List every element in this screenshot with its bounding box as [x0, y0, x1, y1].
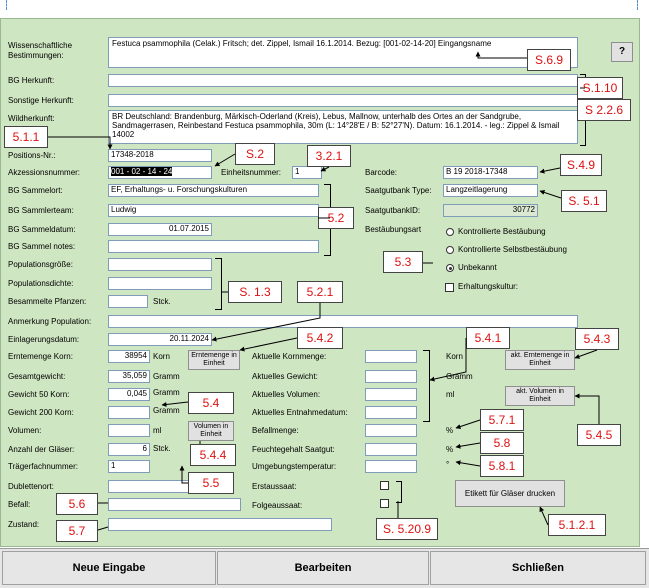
radio-label-kontrollierte: Kontrollierte Bestäubung	[458, 227, 546, 236]
callout-541: 5.4.1	[466, 327, 510, 349]
label-feuchtegehalt: Feuchtegehalt Saatgut:	[252, 445, 335, 454]
saatgutbank-id-field: 30772	[443, 204, 538, 217]
akt-volumen-einheit-button[interactable]: akt. Volumen in Einheit	[505, 386, 575, 406]
label-pct-2: %	[446, 445, 454, 454]
label-gesamtgewicht: Gesamtgewicht:	[8, 372, 66, 381]
callout-s51: S. 5.1	[561, 190, 607, 212]
einlagerungsdatum-field[interactable]: 20.11.2024	[108, 333, 212, 346]
gesamtgewicht-field[interactable]: 35,059	[108, 370, 150, 383]
label-gewicht-50: Gewicht 50 Korn:	[8, 390, 70, 399]
bracket-population	[215, 258, 222, 310]
label-korn-2: Korn	[446, 352, 463, 361]
callout-s110: S.1.10	[577, 77, 623, 99]
label-volumen: Volumen:	[8, 426, 42, 435]
positions-nr-field[interactable]: 17348-2018	[108, 149, 212, 162]
label-ml-1: ml	[153, 426, 162, 435]
callout-s2: S.2	[235, 143, 275, 165]
label-folgeaussaat: Folgeaussaat:	[252, 501, 303, 510]
label-ml-2: ml	[446, 390, 455, 399]
callout-581: 5.8.1	[480, 455, 524, 477]
callout-53: 5.3	[383, 251, 423, 273]
label-gramm-3: Gramm	[153, 406, 180, 415]
label-befall: Befall:	[8, 500, 31, 509]
label-bg-herkunft: BG Herkunft:	[8, 76, 55, 85]
label-gramm-4: Gramm	[446, 372, 473, 381]
callout-5121: 5.1.2.1	[548, 514, 606, 536]
callout-543: 5.4.3	[575, 328, 619, 350]
befall-field[interactable]	[108, 498, 241, 511]
wildherkunft-field[interactable]	[108, 110, 578, 144]
callout-s69: S.6.9	[527, 49, 571, 71]
callout-s49: S.4.9	[560, 154, 602, 176]
akzessionsnummer-field[interactable]	[108, 166, 212, 179]
label-traegerfachnummer: Trägerfachnummer:	[8, 462, 78, 471]
callout-521: 5.2.1	[297, 281, 343, 303]
radio-kontrollierte-bestaeubung[interactable]	[446, 228, 454, 236]
label-bestaeubungsart: Bestäubungsart	[365, 225, 422, 234]
label-einlagerungsdatum: Einlagerungsdatum:	[8, 335, 80, 344]
help-button[interactable]: ?	[611, 42, 633, 62]
label-akt-kornmenge: Aktuelle Kornmenge:	[252, 352, 327, 361]
label-saatgutbank-type: Saatgutbank Type:	[365, 186, 432, 195]
radio-selbstbestaeubung[interactable]	[446, 246, 454, 254]
neue-eingabe-label: Neue Eingabe	[72, 562, 146, 574]
label-bg-sammlerteam: BG Sammlerteam:	[8, 206, 74, 215]
label-erhaltungskultur: Erhaltungskultur:	[458, 282, 519, 291]
bracket-aktuell	[423, 350, 430, 422]
label-wiss-best-1: Wissenschaftliche	[8, 41, 73, 50]
label-akt-volumen: Aktuelles Volumen:	[252, 390, 321, 399]
volumen-field[interactable]	[108, 424, 150, 437]
akt-erntemenge-einheit-button[interactable]: akt. Erntemenge in Einheit	[505, 350, 575, 370]
label-sonstige-herkunft: Sonstige Herkunft:	[8, 96, 74, 105]
callout-s226: S 2.2.6	[577, 99, 631, 121]
label-positions-nr: Positions-Nr.:	[8, 151, 56, 160]
label-einheitsnummer: Einheitsnummer:	[221, 168, 282, 177]
akt-entnahmedatum-field[interactable]	[365, 406, 417, 419]
populationsdichte-field[interactable]	[108, 277, 212, 290]
neue-eingabe-button[interactable]	[2, 551, 216, 585]
label-bg-sammeldatum: BG Sammeldatum:	[8, 225, 76, 234]
radio-label-selbst: Kontrollierte Selbstbestäubung	[458, 245, 567, 254]
bg-sammeldatum-field[interactable]: 01.07.2015	[108, 223, 212, 236]
callout-58: 5.8	[480, 432, 524, 454]
label-gramm-2: Gramm	[153, 388, 180, 397]
volumen-einheit-button[interactable]: Volumen in Einheit	[188, 421, 234, 441]
label-erstaussaat: Erstaussaat:	[252, 482, 297, 491]
bg-sammel-notes-field[interactable]	[108, 240, 319, 253]
bg-sammlerteam-field[interactable]: Ludwig	[108, 204, 319, 217]
callout-57: 5.7	[56, 520, 98, 542]
anzahl-glaeser-field[interactable]: 6	[108, 443, 150, 456]
bearbeiten-button[interactable]	[217, 551, 429, 585]
label-anzahl-glaeser: Anzahl der Gläser:	[8, 445, 75, 454]
bg-sammelort-field[interactable]: EF, Erhaltungs- u. Forschungskulturen	[108, 184, 319, 197]
barcode-field[interactable]: B 19 2018-17348	[443, 166, 538, 179]
akzessionsnummer-value: 001 - 02 - 14 - 24	[111, 167, 173, 176]
befallmenge-field[interactable]	[365, 424, 417, 437]
callout-511: 5.1.1	[4, 126, 48, 148]
label-pct-1: %	[446, 426, 454, 435]
label-dublettenort: Dublettenort:	[8, 482, 54, 491]
bg-herkunft-field[interactable]	[108, 74, 578, 87]
label-akt-entnahmedatum: Aktuelles Entnahmedatum:	[252, 408, 348, 417]
saatgutbank-type-field[interactable]: Langzeitlagerung	[443, 184, 538, 197]
callout-542: 5.4.2	[297, 327, 343, 349]
bracket-aussaat	[396, 481, 402, 503]
label-korn-1: Korn	[153, 352, 170, 361]
label-gewicht-200: Gewicht 200 Korn:	[8, 408, 74, 417]
label-bg-sammel-notes: BG Sammel notes:	[8, 242, 76, 251]
wildherkunft-line-1: BR Deutschland: Brandenburg, Märkisch-Oderland (Kreis), Lebus, Mallnow, unterhalb des Ortes an der Sandgrube,	[112, 112, 522, 121]
label-populationsdichte: Populationsdichte:	[8, 279, 74, 288]
wildherkunft-line-2: Sandmagerrasen, Reinbestand Festuca psammophila, 30m (L: 14°28'E / B: 52°27'N). Datum: 16.1.2014. - leg.: Zippel & Ismail 14002	[112, 121, 560, 139]
label-besammelte-pflanzen: Besammelte Pfanzen:	[8, 297, 87, 306]
feuchtegehalt-field[interactable]	[365, 443, 417, 456]
top-marker-left	[6, 0, 8, 10]
gewicht-50-field[interactable]: 0,045	[108, 388, 150, 401]
label-stck-1: Stck.	[153, 297, 171, 306]
label-bg-sammelort: BG Sammelort:	[8, 186, 63, 195]
akt-volumen-field[interactable]	[365, 388, 417, 401]
label-degree: °	[446, 460, 450, 469]
label-wildherkunft: Wildherkunft:	[8, 114, 55, 123]
callout-56: 5.6	[56, 493, 98, 515]
callout-321: 3.2.1	[307, 145, 351, 167]
callout-55: 5.5	[188, 472, 234, 494]
callout-544: 5.4.4	[190, 444, 236, 466]
label-befallmenge: Befallmenge:	[252, 426, 299, 435]
umgebungstemp-field[interactable]	[365, 460, 417, 473]
bottom-button-bar	[0, 548, 649, 588]
label-gramm-1: Gramm	[153, 372, 180, 381]
label-zustand: Zustand:	[8, 520, 40, 529]
label-populationsgroesse: Populationsgröße:	[8, 260, 73, 269]
radio-label-unbekannt: Unbekannt	[458, 263, 497, 272]
label-wiss-best-2: Bestimmungen:	[8, 51, 64, 60]
schliessen-label: Schließen	[512, 562, 564, 574]
schliessen-button[interactable]	[430, 551, 646, 585]
etikett-drucken-button[interactable]: Etikett für Gläser drucken	[455, 480, 565, 507]
callout-545: 5.4.5	[577, 424, 621, 446]
radio-unbekannt[interactable]	[446, 264, 454, 272]
zustand-field[interactable]	[108, 518, 332, 531]
besammelte-pflanzen-field[interactable]	[108, 295, 148, 308]
einheitsnummer-field[interactable]: 1	[292, 166, 322, 179]
gewicht-200-field[interactable]	[108, 406, 150, 419]
bearbeiten-label: Bearbeiten	[294, 562, 352, 574]
sonstige-herkunft-field[interactable]	[108, 94, 578, 107]
erstaussaat-checkbox[interactable]	[380, 481, 389, 490]
label-anmerkung-population: Anmerkung Population:	[8, 317, 92, 326]
callout-s13: S. 1.3	[228, 281, 282, 303]
label-erntemenge-korn: Erntemenge Korn:	[8, 352, 73, 361]
callout-s5209: S. 5.20.9	[376, 518, 438, 540]
wiss-bestimmungen-field[interactable]: Festuca psammophila (Celak.) Fritsch; det. Zippel, Ismail 16.1.2014. Bezug: [001-02-14-20] Eingangsname	[108, 37, 578, 68]
label-akt-gewicht: Aktuelles Gewicht:	[252, 372, 318, 381]
folgeaussaat-checkbox[interactable]	[380, 499, 389, 508]
label-stck-2: Stck.	[153, 444, 171, 453]
top-marker-right	[637, 0, 639, 10]
populationsgroesse-field[interactable]	[108, 258, 212, 271]
label-saatgutbank-id: SaatgutbankID:	[365, 206, 421, 215]
callout-571: 5.7.1	[480, 409, 524, 431]
traegerfachnummer-field[interactable]: 1	[108, 460, 150, 473]
erhaltungskultur-checkbox[interactable]	[445, 283, 454, 292]
label-umgebungstemp: Umgebungstemperatur:	[252, 462, 337, 471]
erntemenge-einheit-button[interactable]: Erntemenge in Einheit	[188, 350, 240, 370]
label-barcode: Barcode:	[365, 168, 398, 177]
akt-gewicht-field[interactable]	[365, 370, 417, 383]
erntemenge-korn-field[interactable]: 38954	[108, 350, 150, 363]
akt-kornmenge-field[interactable]	[365, 350, 417, 363]
callout-52: 5.2	[318, 207, 354, 229]
label-akzessionsnummer: Akzessionsnummer:	[8, 168, 81, 177]
callout-54: 5.4	[188, 392, 234, 414]
